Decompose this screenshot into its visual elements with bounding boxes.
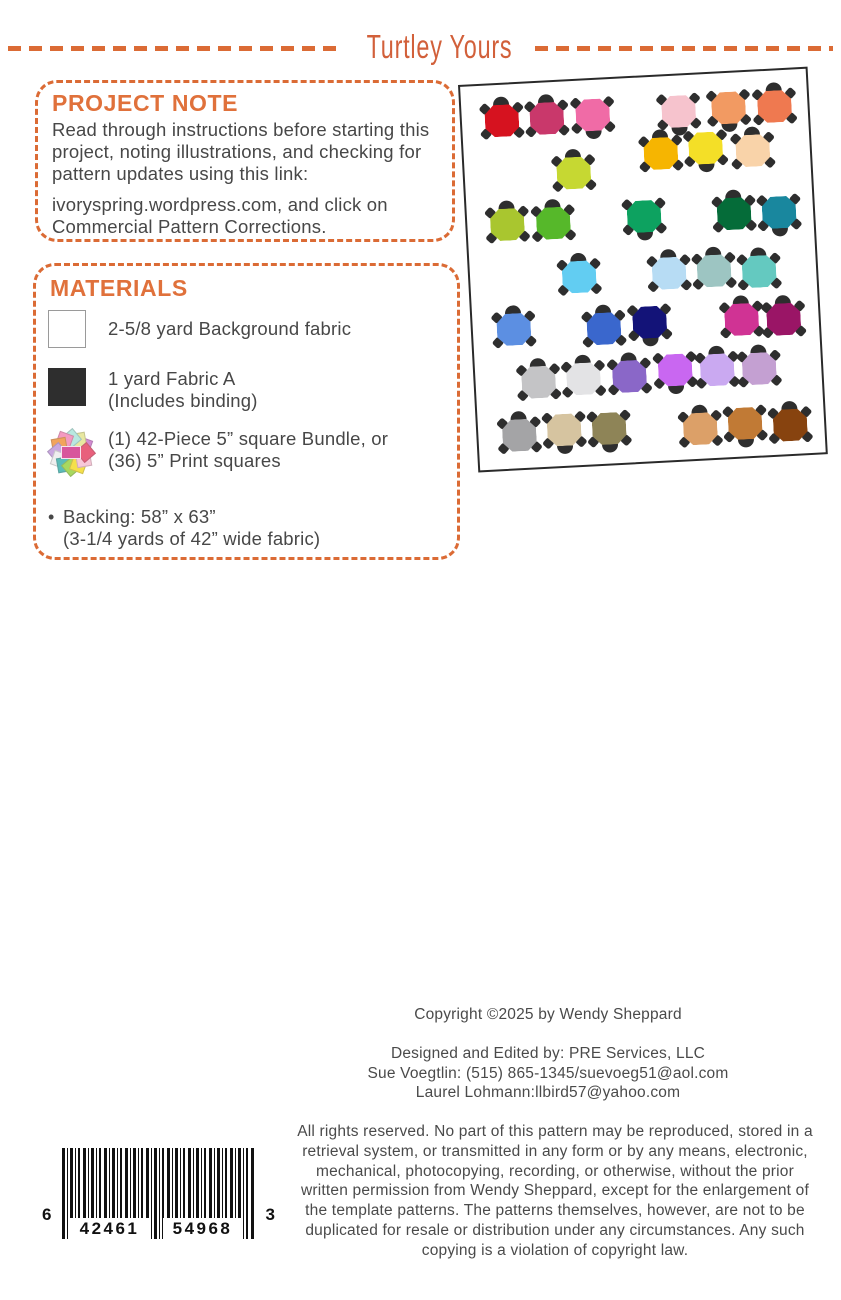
- background-fabric-swatch: [48, 310, 86, 348]
- upc-barcode: [42, 1148, 275, 1239]
- material-item-label: (3-1/4 yards of 42” wide fabric): [63, 528, 321, 549]
- project-note-paragraph-1: Read through instructions before starting this project, noting illustrations, and checking for pattern updates using this link:: [52, 119, 430, 184]
- material-item-label: (36) 5” Print squares: [108, 450, 281, 471]
- turtle-block: [556, 156, 592, 190]
- turtle-block: [529, 102, 565, 136]
- material-item-fabric-a: [48, 368, 258, 412]
- material-item-label: 1 yard Fabric A: [108, 368, 236, 389]
- turtle-block: [727, 407, 763, 441]
- credit-line: Laurel Lohmann:llbird57@yahoo.com: [415, 1084, 681, 1101]
- turtle-block: [651, 256, 687, 290]
- turtle-block: [546, 413, 582, 447]
- materials-box: [33, 263, 460, 560]
- material-item-label: 2-5/8 yard Background fabric: [108, 318, 352, 339]
- turtle-block: [683, 412, 719, 446]
- barcode-right-digit: 3: [265, 1205, 275, 1224]
- copyright-text: Copyright ©2025 by Wendy Sheppard: [414, 1006, 682, 1023]
- turtle-block: [696, 254, 732, 288]
- fabric-a-swatch: [48, 368, 86, 406]
- turtle-block: [612, 360, 648, 394]
- barcode-digits-right: 54968: [163, 1218, 242, 1239]
- turtle-block: [741, 352, 777, 386]
- material-item-square-bundle: [48, 427, 388, 475]
- turtle-block: [490, 208, 526, 242]
- barcode-left-digit: 6: [42, 1205, 52, 1224]
- turtle-block: [521, 365, 557, 399]
- turtle-block: [757, 90, 793, 124]
- material-item-label: (1) 42-Piece 5” square Bundle, or: [108, 428, 389, 449]
- material-item-backing: [48, 506, 320, 550]
- turtle-block: [561, 260, 597, 294]
- project-note-title: PROJECT NOTE: [52, 90, 239, 116]
- turtle-block: [716, 197, 752, 231]
- turtle-block: [575, 98, 611, 132]
- bundle-label: [61, 446, 81, 459]
- turtle-block: [661, 95, 697, 129]
- pattern-title: Turtley Yours: [366, 28, 513, 66]
- material-item-label: Backing: 58” x 63”: [63, 506, 216, 527]
- credits-block: [288, 1044, 808, 1103]
- turtle-block: [496, 313, 532, 347]
- turtle-block: [761, 196, 797, 230]
- project-note-paragraph-2: ivoryspring.wordpress.com, and click on Commercial Pattern Corrections.: [52, 194, 388, 237]
- turtle-block: [735, 134, 771, 168]
- turtle-block: [657, 353, 693, 387]
- quilt-image: [458, 67, 828, 473]
- turtle-block: [536, 206, 572, 240]
- turtle-block: [484, 104, 520, 138]
- bullet-icon: •: [48, 507, 55, 527]
- barcode-digits-left: 42461: [70, 1218, 149, 1239]
- turtle-block: [586, 312, 622, 346]
- turtle-block: [632, 305, 668, 339]
- turtle-block: [591, 412, 627, 446]
- turtle-block: [741, 255, 777, 289]
- credit-line: Sue Voegtlin: (515) 865-1345/suevoeg51@aol.com: [367, 1064, 729, 1082]
- turtle-block: [688, 131, 724, 165]
- material-item-background-fabric: [48, 310, 351, 348]
- header-dash-left: [8, 46, 344, 51]
- turtle-block: [766, 302, 802, 336]
- turtle-block: [566, 362, 602, 396]
- turtle-block: [711, 91, 747, 125]
- materials-title: MATERIALS: [50, 275, 188, 301]
- project-note-box: [35, 80, 455, 242]
- header-rule: [8, 30, 833, 66]
- turtle-block: [626, 200, 662, 234]
- credit-line: Designed and Edited by: PRE Services, LLC: [390, 1045, 706, 1062]
- bundle-icon: [48, 429, 94, 475]
- turtle-block: [772, 408, 808, 442]
- turtle-block: [699, 353, 735, 387]
- turtle-block: [724, 303, 760, 337]
- turtle-block: [643, 137, 679, 171]
- material-item-label: (Includes binding): [108, 390, 258, 411]
- header-dash-right: [535, 46, 833, 51]
- legal-text: All rights reserved. No part of this pattern may be reproduced, stored in a retrieval system, or transmitted in any form or by any means, electronic, mechanical, photocopying, recording, or otherwise, without the prior written permission from Wendy Sheppard, except for the enlargement of the template patterns. The patterns themselves, however, are not to be duplicated for resale or distribution under any circumstances. Any such copying is a violation of copyright law.: [297, 1123, 813, 1259]
- turtle-block: [502, 418, 538, 452]
